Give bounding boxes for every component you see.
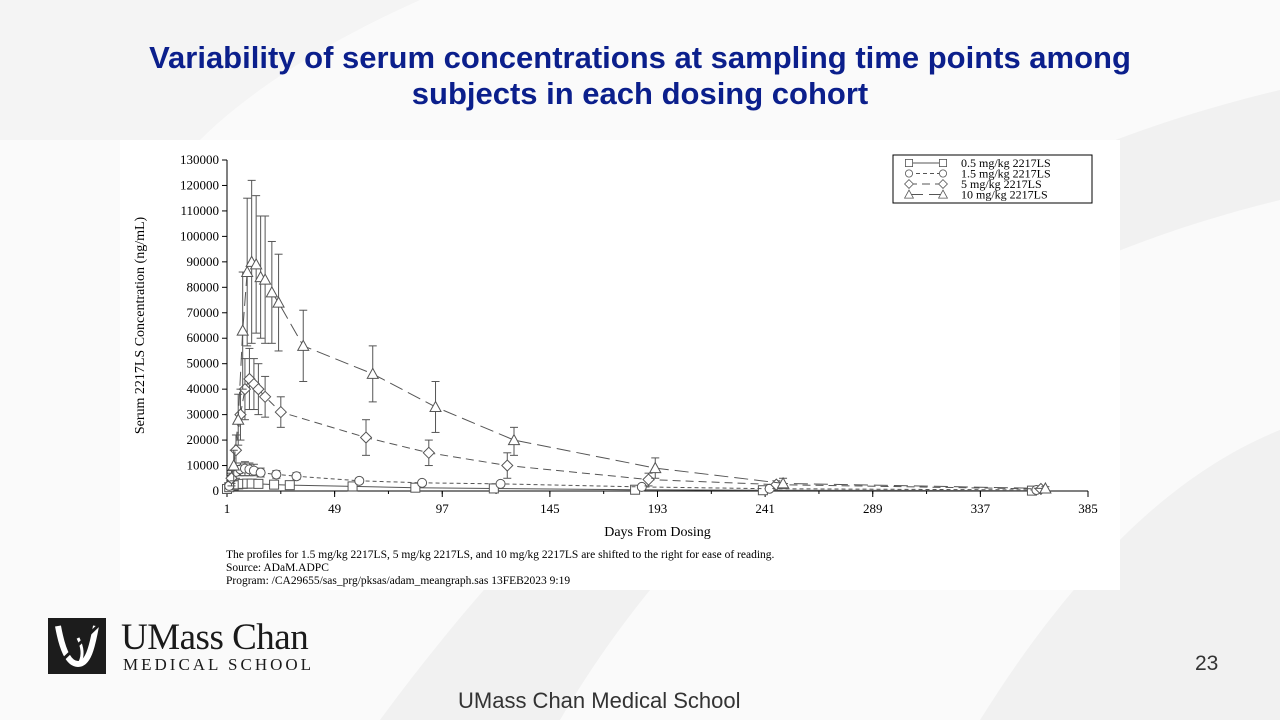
y-tick-label: 120000 [180, 177, 219, 193]
y-tick-label: 60000 [186, 330, 219, 346]
y-tick-label: 100000 [180, 228, 219, 244]
data-point [292, 472, 301, 481]
data-point [272, 470, 281, 479]
page-number: 23 [1195, 652, 1219, 675]
data-point [423, 447, 434, 458]
y-axis-label: Serum 2217LS Concentration (ng/mL) [133, 216, 148, 435]
y-tick-label: 80000 [186, 279, 219, 295]
y-tick-label: 110000 [180, 202, 219, 218]
footnote-source: Source: ADaM.ADPC [226, 562, 329, 574]
data-point [496, 479, 505, 488]
y-tick-label: 30000 [186, 406, 219, 422]
slide-title-line2: subjects in each dosing cohort [411, 76, 869, 111]
data-point [270, 480, 279, 489]
data-point [266, 287, 277, 297]
data-point [637, 482, 646, 491]
chart-legend [893, 155, 1092, 203]
data-point [509, 435, 520, 445]
y-tick-label: 130000 [180, 152, 219, 167]
legend-label: 10 mg/kg 2217LS [961, 187, 1048, 202]
umass-logo-mark-icon [48, 618, 106, 674]
y-tick-label: 20000 [186, 432, 219, 448]
x-tick-label: 1 [223, 501, 231, 516]
footnote-shift-note: The profiles for 1.5 mg/kg 2217LS, 5 mg/kg 2217LS, and 10 mg/kg 2217LS are shifted to the right for ease of reading. [226, 549, 775, 561]
legend-label: 0.5 mg/kg 2217LS [961, 156, 1051, 170]
umass-chan-logo [48, 618, 348, 674]
data-point [256, 468, 265, 477]
slide-title [40, 40, 1240, 112]
chart-footnotes [226, 549, 774, 588]
legend-label: 5 mg/kg 2217LS [961, 177, 1042, 191]
data-point [254, 479, 263, 488]
x-axis-label: Days From Dosing [604, 525, 711, 540]
legend-marker [905, 170, 912, 177]
data-point [430, 401, 441, 411]
legend-marker [905, 159, 912, 166]
x-tick-label: 97 [435, 501, 449, 516]
data-point [361, 432, 372, 443]
logo-name: UMass Chan [121, 617, 309, 658]
data-point [273, 297, 284, 307]
y-tick-label: 40000 [186, 381, 219, 397]
series-3 [226, 348, 1046, 494]
logo-subtitle: MEDICAL SCHOOL [123, 655, 315, 674]
series-line [234, 262, 1046, 489]
series-line [231, 379, 1040, 489]
legend-marker [939, 159, 946, 166]
x-tick-label: 49 [328, 501, 342, 516]
y-tick-label: 0 [212, 483, 219, 498]
data-point [418, 478, 427, 487]
x-tick-label: 145 [540, 501, 560, 516]
x-tick-label: 241 [755, 501, 775, 516]
y-tick-label: 70000 [186, 304, 219, 320]
x-tick-label: 193 [647, 501, 668, 516]
x-tick-label: 385 [1078, 501, 1098, 516]
data-point [355, 476, 364, 485]
data-point [298, 340, 309, 350]
concentration-chart [120, 140, 1120, 590]
data-point [650, 463, 661, 473]
footer-text: UMass Chan Medical School [458, 688, 741, 713]
x-tick-label: 289 [863, 501, 883, 516]
legend-label: 1.5 mg/kg 2217LS [961, 166, 1051, 181]
data-point [367, 368, 378, 378]
data-point [275, 407, 286, 418]
x-tick-label: 337 [970, 501, 991, 516]
data-point [237, 325, 248, 335]
footnote-program: Program: /CA29655/sas_prg/pksas/adam_meangraph.sas 13FEB2023 9:19 [226, 575, 571, 587]
chart-panel [120, 140, 1120, 590]
y-tick-label: 10000 [186, 457, 219, 473]
y-tick-label: 50000 [186, 355, 219, 371]
data-point [285, 481, 294, 490]
data-point [502, 460, 513, 471]
series-4 [228, 180, 1051, 493]
legend-marker [939, 170, 946, 177]
slide-title-line1: Variability of serum concentrations at sampling time points among [149, 40, 1131, 75]
y-tick-label: 90000 [186, 253, 219, 269]
